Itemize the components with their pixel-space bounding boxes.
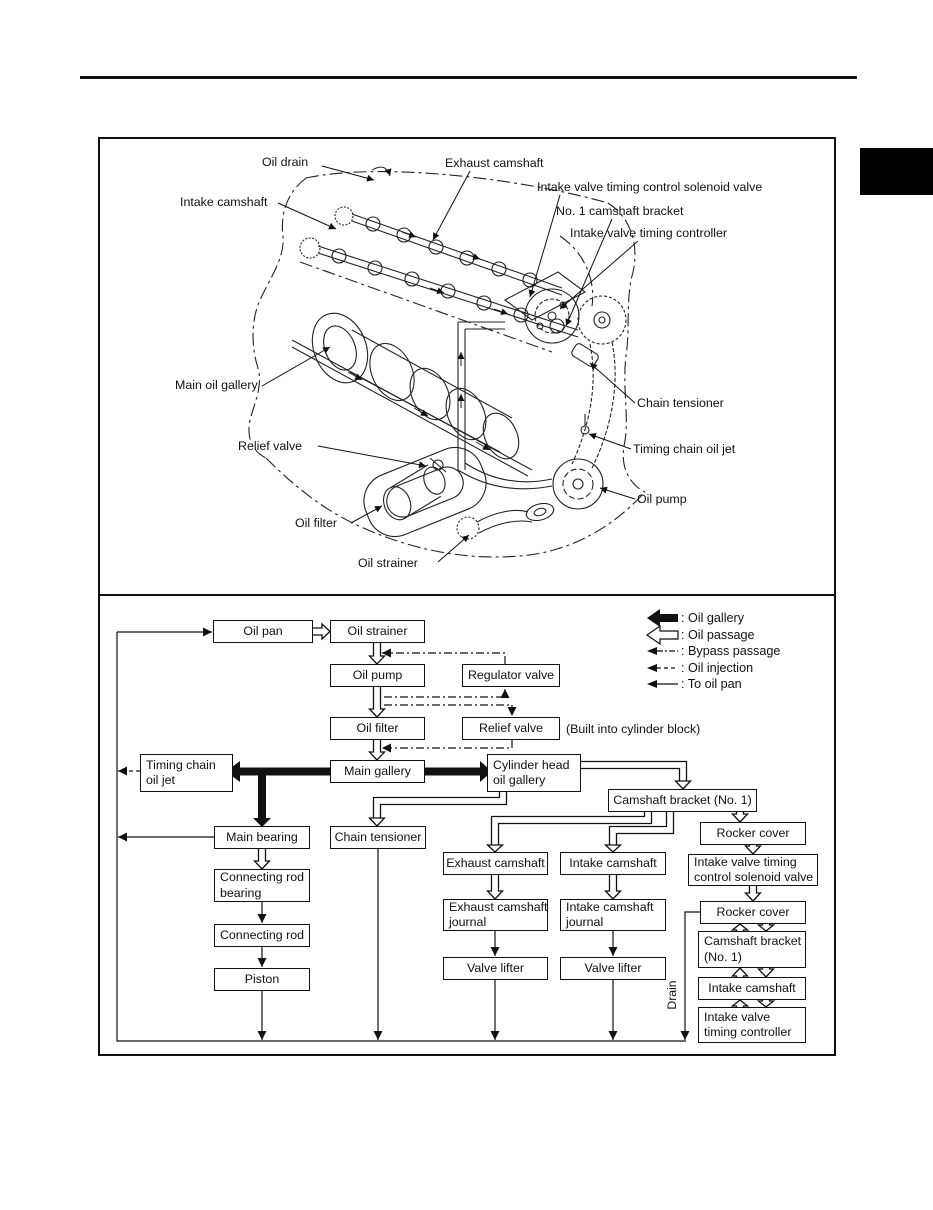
flowchart-box-intake-valve-timing-control-solenoid-valve — [688, 854, 818, 886]
box-line: journal — [566, 915, 604, 929]
flowchart-box-intake-camshaft-b: Intake camshaft — [698, 977, 806, 1000]
flowchart-box-relief-valve: Relief valve — [462, 717, 560, 740]
label-oil-strainer: Oil strainer — [358, 556, 418, 570]
oil-passage-arrow — [746, 886, 761, 901]
flowchart-box-oil-filter: Oil filter — [330, 717, 425, 740]
box-line: (No. 1) — [704, 949, 742, 964]
oil-passage-arrow — [733, 924, 748, 931]
box-line: control solenoid valve — [694, 870, 814, 884]
oil-passage-arrow — [370, 687, 385, 717]
label-oil-filter: Oil filter — [295, 516, 337, 530]
label-relief-valve: Relief valve — [238, 439, 303, 453]
label-timing-chain-oil-jet: Timing chain oil jet — [633, 442, 736, 456]
box-line: Intake valve — [704, 1009, 771, 1024]
flowchart-box-main-gallery: Main gallery — [330, 760, 425, 783]
oil-flow-arrows — [348, 167, 508, 450]
flowchart-box-oil-strainer: Oil strainer — [330, 620, 425, 643]
flowchart-box-intake-camshaft: Intake camshaft — [560, 852, 666, 875]
oil-passage-arrow — [733, 968, 748, 977]
legend-item-oil-gallery: : Oil gallery — [681, 611, 744, 625]
flowchart-box-valve-lifter-intake: Valve lifter — [560, 957, 666, 980]
label-main-oil-gallery: Main oil gallery — [175, 378, 258, 392]
flowchart-box-exhaust-camshaft-journal — [443, 899, 548, 931]
flowchart-box-chain-tensioner: Chain tensioner — [330, 826, 426, 849]
oil-filter-art — [356, 439, 495, 545]
main-oil-gallery-art — [292, 340, 532, 476]
flowchart-box-cylinder-head-oil-gallery — [487, 754, 581, 792]
timing-chain-art — [572, 342, 615, 468]
label-no1-camshaft-bracket: No. 1 camshaft bracket — [556, 204, 684, 218]
legend-oil-injection-icon — [647, 664, 678, 672]
label-oil-drain: Oil drain — [262, 155, 309, 169]
oil-passage-arrow — [746, 845, 761, 854]
oil-passage-arrow — [313, 624, 330, 639]
oil-passage-line — [492, 812, 645, 845]
flowchart-box-camshaft-bracket-no1-b — [698, 931, 806, 968]
legend-to-oil-pan-icon — [647, 680, 678, 688]
flowchart-box-connecting-rod: Connecting rod — [214, 924, 310, 947]
box-line: timing controller — [704, 1025, 792, 1039]
flowchart-box-oil-pump: Oil pump — [330, 664, 425, 687]
label-oil-pump: Oil pump — [637, 492, 687, 506]
flowchart-box-intake-valve-timing-controller — [698, 1007, 806, 1043]
label-intake-valve-timing-control-solenoid-valve: Intake valve timing control solenoid valve — [537, 180, 763, 194]
oil-passage-arrow — [606, 845, 621, 852]
oil-pump-art — [553, 459, 603, 509]
label-intake-camshaft: Intake camshaft — [180, 195, 268, 209]
flowchart-box-piston: Piston — [214, 968, 310, 991]
oil-passage-line — [581, 769, 680, 782]
box-line: oil jet — [146, 773, 175, 787]
flowchart-box-exhaust-camshaft: Exhaust camshaft — [443, 852, 548, 875]
oil-gallery-arrow — [240, 768, 330, 776]
flowchart-box-regulator-valve: Regulator valve — [462, 664, 560, 687]
oil-passage-arrow — [488, 845, 503, 852]
legend-oil-gallery-icon — [647, 609, 678, 627]
flowchart-box-oil-pan: Oil pan — [213, 620, 313, 643]
oil-passage-arrow — [733, 812, 748, 822]
box-line: Intake camshaft — [566, 899, 654, 914]
oil-passage-arrow — [733, 1000, 748, 1007]
flowchart-box-rocker-cover-b: Rocker cover — [700, 901, 806, 924]
oil-passage-arrow — [759, 1000, 774, 1007]
oil-strainer-art — [457, 501, 556, 539]
legend-oil-passage-icon — [647, 626, 678, 644]
oil-passage-arrow — [370, 740, 385, 760]
label-exhaust-camshaft: Exhaust camshaft — [445, 156, 544, 170]
box-line: bearing — [220, 885, 262, 900]
bypass-passage-line — [384, 705, 512, 716]
box-line: journal — [449, 915, 487, 929]
label-intake-valve-timing-controller: Intake valve timing controller — [570, 226, 728, 240]
legend-item-oil-passage: : Oil passage — [681, 628, 755, 642]
legend-item-bypass-passage: : Bypass passage — [681, 644, 781, 658]
oil-passage-arrow — [759, 924, 774, 931]
legend-item-to-oil-pan: : To oil pan — [681, 677, 742, 691]
bypass-passage-line — [384, 689, 505, 697]
flowchart-box-main-bearing: Main bearing — [214, 826, 310, 849]
bypass-passage-line — [382, 740, 512, 748]
box-line: Exhaust camshaft — [449, 899, 548, 914]
oil-passage-line — [581, 762, 687, 782]
label-chain-tensioner: Chain tensioner — [637, 396, 724, 410]
relief-valve-note: (Built into cylinder block) — [566, 722, 701, 736]
box-line: Connecting rod — [220, 870, 305, 884]
flowchart-box-timing-chain-oil-jet — [140, 754, 233, 792]
oil-passage-arrow — [370, 818, 385, 826]
flowchart-box-intake-camshaft-journal — [560, 899, 666, 931]
oil-passage-arrow — [676, 781, 691, 789]
flowchart-box-valve-lifter-exhaust: Valve lifter — [443, 957, 548, 980]
box-line: Timing chain — [146, 757, 216, 772]
flowchart-box-rocker-cover-a: Rocker cover — [700, 822, 806, 845]
flowchart-box-connecting-rod-bearing — [214, 869, 310, 902]
box-line: Camshaft bracket — [704, 934, 802, 948]
box-line: Intake valve timing — [694, 854, 797, 869]
sprocket-art — [578, 296, 626, 344]
oil-gallery-arrow — [258, 776, 266, 819]
oil-passage-arrow — [606, 875, 621, 899]
bypass-passage-line — [382, 653, 505, 664]
oil-gallery-arrow — [425, 768, 480, 776]
oil-passage-arrow — [488, 875, 503, 899]
oil-passage-arrow — [255, 849, 270, 869]
oil-passage-arrow — [759, 968, 774, 977]
oil-passage-line — [381, 792, 507, 818]
flowchart-box-camshaft-bracket-no1: Camshaft bracket (No. 1) — [608, 789, 757, 812]
legend-icons — [647, 609, 678, 688]
legend-bypass-passage-icon — [647, 647, 678, 655]
legend-item-oil-injection: : Oil injection — [681, 661, 754, 675]
box-line: Cylinder head — [493, 757, 570, 772]
exhaust-camshaft-art — [335, 207, 562, 295]
box-line: oil gallery — [493, 773, 546, 787]
drain-label: Drain — [665, 980, 679, 1010]
chain-tensioner-art — [570, 342, 599, 368]
